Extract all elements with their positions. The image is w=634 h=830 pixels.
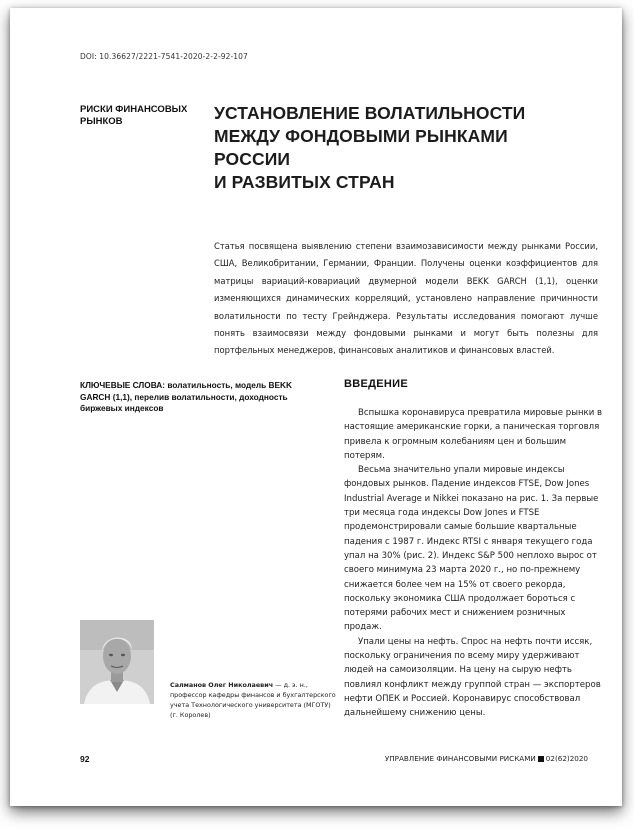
author-portrait-image	[80, 620, 154, 704]
journal-name: УПРАВЛЕНИЕ ФИНАНСОВЫМИ РИСКАМИ	[384, 754, 536, 763]
author-name: Салманов Олег Николаевич	[170, 681, 274, 689]
intro-body	[344, 406, 602, 721]
journal-page	[10, 8, 622, 806]
keywords: КЛЮЧЕВЫЕ СЛОВА: волатильность, модель BEKK GARCH (1,1), перелив волатильности, доходность биржевых индексов	[80, 380, 293, 413]
journal-footer	[385, 754, 588, 763]
journal-issue: 02(62)2020	[545, 754, 588, 763]
intro-heading: ВВЕДЕНИЕ	[344, 378, 408, 390]
author-info	[170, 680, 340, 720]
title-line-2: МЕЖДУ ФОНДОВЫМИ РЫНКАМИ РОССИИ	[214, 126, 508, 169]
abstract: Статья посвящена выявлению степени взаимозависимости между рынками России, США, Великобритании, Германии, Франции. Получены оценки коэффициентов для матрицы вариаций-ковариаций двумерной модели BEKK GARCH (1,1), оценки изменяющихся динамических корреляций, установлено направление причинности волатильности по тесту Грейнджера. Результаты исследования помогают лучше понять взаимосвязи между фондовыми рынками и могут быть полезны для портфельных менеджеров, финансовых аналитиков и финансовых властей.	[214, 241, 598, 356]
intro-paragraph-1: Вспышка коронавируса превратила мировые рынки в настоящие американские горки, а паническая торговля привела к огромным колебаниям цен и большим потерям.	[344, 408, 603, 461]
author-photo	[80, 620, 154, 704]
square-bullet-icon	[538, 756, 544, 762]
title-line-1: УСТАНОВЛЕНИЕ ВОЛАТИЛЬНОСТИ	[214, 103, 526, 123]
author-details: — д. э. н., профессор кафедры финансов и бухгалтерского учета Технологического университета (МГОТУ) (г. Королев)	[170, 681, 336, 719]
doi-label: DOI: 10.36627/2221-7541-2020-2-2-92-107	[80, 52, 248, 61]
article-title	[214, 102, 574, 194]
intro-paragraph-2: Весьма значительно упали мировые индексы фондовых рынков. Падение индексов FTSE, Dow Jones Industrial Average и Nikkei показано на рис. 1. За первые три месяца года индексы Dow Jones и FTSE продемонстрировали самые большие квартальные падения с 1987 г. Индекс RTSI с января текущего года упал на 30% (рис. 2). Индекс S&P 500 неплохо вырос от своего минимума 23 марта 2020 г., но по-прежнему снижается более чем на 15% от своего рекорда, поскольку экономика США продолжает бороться с потерями рабочих мест и снижением розничных продаж.	[344, 465, 599, 633]
title-line-3: И РАЗВИТЫХ СТРАН	[214, 172, 395, 192]
intro-paragraph-3: Упали цены на нефть. Спрос на нефть почти иссяк, поскольку ограничения по всему миру удерживают людей на самоизоляции. На цену на сырую нефть повлиял конфликт между группой стран — экспортеров нефти ОПЕК и Россией. Коронавирус способствовал дальнейшему снижению цены.	[344, 636, 601, 719]
page-number: 92	[80, 754, 90, 764]
section-tag: РИСКИ ФИНАНСОВЫХ РЫНКОВ	[80, 104, 188, 127]
